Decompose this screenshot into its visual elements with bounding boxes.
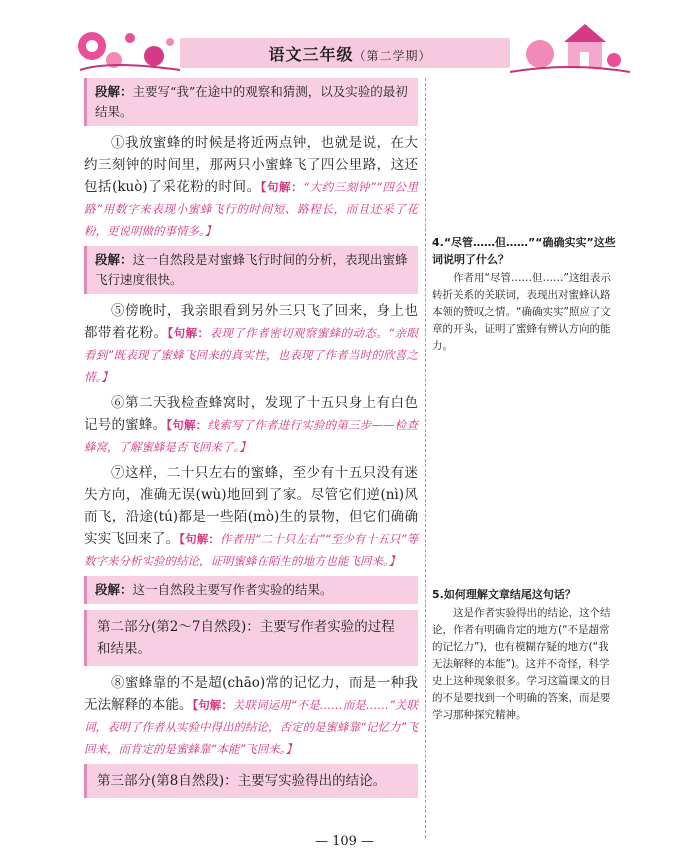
section-note-1: 段解：主要写“我”在途中的观察和猜测，以及实验的最初结果。: [84, 78, 418, 126]
sentence-annotation-4: 【句解：作者用“二十只左右”“至少有十五只”等数字来分析实验的结论，证明蜜蜂在陌生的地方也能飞回来。】: [84, 532, 419, 568]
sentence-annotation-2: 【句解：表现了作者密切观察蜜蜂的动态。“亲眼看到”既表现了蜜蜂飞回来的真实性，也表现了作者当时的欣喜之情。】: [84, 326, 418, 384]
section-note-3: 段解：这一自然段主要写作者实验的结果。: [84, 576, 418, 604]
question-5-text: 5.如何理解文章结尾这句话？: [432, 588, 576, 601]
part-three-summary: 第三部分(第8自然段)：主要写实验得出的结论。: [84, 764, 418, 798]
side-question-5: [432, 586, 618, 724]
paragraph-5: ⑤傍晚时，我亲眼看到另外三只飞了回来，身上也都带着花粉。【句解：表现了作者密切观察蜜蜂的动态。“亲眼看到”既表现了蜜蜂飞回来的真实性，也表现了作者当时的欣喜之情。】: [84, 303, 418, 384]
paragraph-7: ⑦这样，二十只左右的蜜蜂，至少有十五只没有迷失方向，准确无误(wù)地回到了家。尽管它们逆(nì)风而飞，沿途(tú)都是一些陌(mò)生的景物，但它们确确实实飞回来了。【句解：作者用“二十只左右”“至少有十五只”等数字来分析实验的结论，证明蜜蜂在陌生的地方也能飞回来。】: [84, 465, 419, 568]
page-number: — 109 —: [314, 834, 375, 849]
paragraph-8: ⑧蜜蜂靠的不是超(chāo)常的记忆力，而是一种我无法解释的本能。【句解：关联词运用“不是……而是……”关联词，表明了作者从实验中得出的结论，否定的是蜜蜂靠“记忆力”飞回来，而肯定的是蜜蜂靠“本能”飞回来。】: [84, 675, 419, 756]
sentence-annotation-3: 【句解：线索写了作者进行实验的第三步——检查蜂窝，了解蜜蜂是否飞回来了。】: [84, 418, 419, 454]
answer-4-text: 作者用“尽管……但……”这组表示转折关系的关联词，表现出对蜜蜂认路本领的赞叹之情。“确确实实”照应了文章的开头，证明了蜜蜂有辨认方向的能力。: [432, 272, 611, 352]
sentence-annotation-1: 【句解：“大约三刻钟”“四公里路”用数字来表现小蜜蜂飞行的时间短、路程长，而且还采了花粉，更说明做的事情多。】: [84, 180, 419, 238]
section-note-2: 段解：这一自然段是对蜜蜂飞行时间的分析，表现出蜜蜂飞行速度很快。: [84, 246, 418, 294]
paragraph-1: ①我放蜜蜂的时候是将近两点钟，也就是说，在大约三刻钟的时间里，那两只小蜜蜂飞了四公里路，这还包括(kuò)了采花粉的时间。【句解：“大约三刻钟”“四公里路”用数字来表现小蜜蜂飞行的时间短、路程长，而且还采了花粉，更说明做的事情多。】: [84, 135, 419, 238]
page-header: [70, 20, 630, 76]
question-4-text: 4.“尽管……但……”“确确实实”这些词说明了什么？: [432, 236, 616, 266]
paragraph-6: ⑥第二天我检查蜂窝时，发现了十五只身上有白色记号的蜜蜂。【句解：线索写了作者进行实验的第三步——检查蜂窝，了解蜜蜂是否飞回来了。】: [84, 395, 419, 454]
column-divider: [425, 78, 426, 838]
sentence-annotation-5: 【句解：关联词运用“不是……而是……”关联词，表明了作者从实验中得出的结论，否定的是蜜蜂靠“记忆力”飞回来，而肯定的是蜜蜂靠“本能”飞回来。】: [84, 698, 419, 756]
main-column: [84, 78, 418, 804]
page-title: 语文三年级（第二学期）: [268, 45, 432, 64]
side-question-4: [432, 234, 618, 355]
part-two-summary: 第二部分(第2～7自然段)：主要写作者实验的过程和结果。: [84, 610, 418, 666]
answer-5-text: 这是作者实验得出的结论，这个结论，作者有明确肯定的地方(“不是超常的记忆力”)，也有模糊存疑的地方(“我无法解释的本能”)。这并不奇怪，科学史上这种现象很多。学习这篇课文的目的不是要找到一个明确的答案，而是要学习那种探究精神。: [432, 607, 611, 721]
